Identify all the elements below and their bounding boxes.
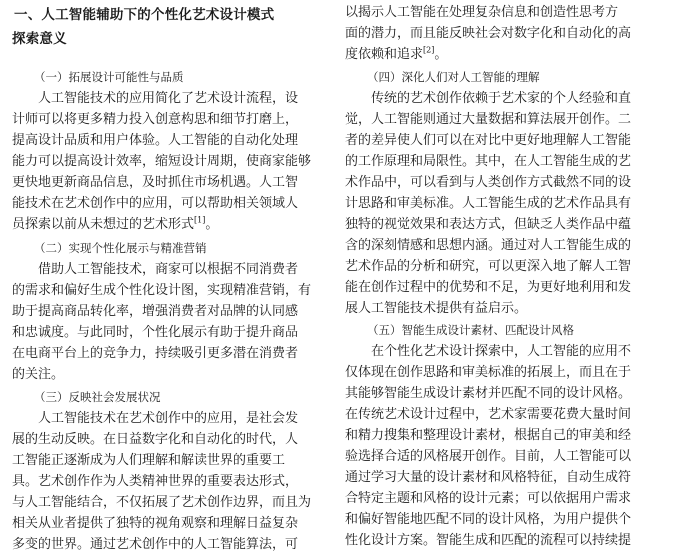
paragraph-line: 通过学习大量的设计素材和风格特征，自动生成符 [345, 470, 632, 485]
citation-marker: [2] [423, 46, 435, 55]
paragraph-line: 其能够智能生成设计素材并匹配不同的设计风格。 [345, 386, 632, 401]
paragraph-text: 度依赖和追求 [345, 47, 424, 62]
paragraph-line: 人工智能技术在艺术创作中的应用，是社会发 [38, 411, 299, 426]
paragraph-end: 。 [434, 47, 448, 62]
paragraph-line: 多变的世界。通过艺术创作中的人工智能算法，可 [12, 537, 299, 552]
paragraph-line: 仅体现在创作思路和审美标准的拓展上，而且在于 [345, 365, 632, 380]
paragraph-line: 传统的艺术创作依赖于艺术家的个人经验和直 [371, 91, 632, 106]
paragraph-line: 工智能正逐渐成为人们理解和解读世界的重要工 [12, 453, 286, 468]
paragraph-line: 术作品中，可以看到与人类创作方式截然不同的设 [345, 175, 632, 190]
paragraph-end: 。 [205, 217, 219, 232]
paragraph-line: 更快地更新商品信息，及时抓住市场机遇。人工智 [12, 175, 299, 190]
paragraph-line: 在个性化艺术设计探索中，人工智能的应用不 [371, 344, 632, 359]
paragraph-line: 觉，人工智能则通过大量数据和算法展开创作。二 [345, 112, 632, 127]
subsection-heading-3: （三）反映社会发展状况 [34, 390, 161, 404]
paragraph-line: 的工作原理和局限性。其中，在人工智能生成的艺 [345, 154, 632, 169]
paragraph-line: 和忠诚度。与此同时，个性化展示有助于提升商品 [12, 325, 299, 340]
paragraph-line: 借助人工智能技术，商家可以根据不同消费者 [38, 262, 299, 277]
paragraph-line: 在传统艺术设计过程中，艺术家需要花费大量时间 [345, 407, 632, 422]
paragraph-line: 能在创作过程中的优势和不足，为更好地利用和发 [345, 280, 632, 295]
subsection-heading-4: （四）深化人们对人工智能的理解 [367, 70, 540, 84]
paragraph-line: 计师可以将更多精力投入创意构思和细节打磨上， [12, 112, 299, 127]
paragraph-line-with-citation [345, 46, 447, 64]
citation-marker: [1] [194, 216, 206, 225]
paragraph-line: 的关注。 [12, 367, 65, 382]
subsection-heading-2: （二）实现个性化展示与精准营销 [34, 241, 207, 255]
paragraph-line: 相关从业者提供了独特的视角观察和理解日益复杂 [12, 516, 299, 531]
paragraph-line: 具。艺术创作作为人类精神世界的重要表达形式， [12, 474, 299, 489]
paragraph-line: 验选择合适的风格展开创作。目前，人工智能可以 [345, 449, 632, 464]
paragraph-line: 在电商平台上的竞争力，持续吸引更多潜在消费者 [12, 346, 299, 361]
paragraph-line: 展人工智能技术提供有益启示。 [345, 301, 528, 316]
section-title-line-2: 探索意义 [12, 31, 67, 47]
paragraph-line: 独特的视觉效果和表达方式，但缺乏人类作品中蕴 [345, 217, 632, 232]
paragraph-line: 合特定主题和风格的设计元素；可以依据用户需求 [345, 491, 632, 506]
paragraph-line: 和精力搜集和整理设计素材，根据自己的审美和经 [345, 428, 632, 443]
paragraph-line: 人工智能技术的应用简化了艺术设计流程，设 [38, 91, 299, 106]
paragraph-line: 性化设计方案。智能生成和匹配的流程可以持续提 [345, 533, 632, 548]
paragraph-line: 能力可以提高设计效率，缩短设计周期，使商家能够 [12, 154, 312, 169]
paragraph-line: 与人工智能结合，不仅拓展了艺术创作边界，而且为 [12, 495, 312, 510]
paragraph-line: 含的深刻情感和思想内涵。通过对人工智能生成的 [345, 238, 632, 253]
paragraph-line: 计思路和审美标准。人工智能生成的艺术作品具有 [345, 196, 632, 211]
paragraph-line: 提高设计品质和用户体验。人工智能的自动化处理 [12, 133, 299, 148]
paragraph-line: 的需求和偏好生成个性化设计图，实现精准营销，有 [12, 283, 312, 298]
paragraph-line-with-citation [12, 216, 218, 234]
paragraph-line: 面的潜力，而且能反映社会对数字化和自动化的高 [345, 26, 632, 41]
paragraph-line: 和偏好智能地匹配不同的设计风格，为用户提供个 [345, 512, 632, 527]
paragraph-line: 以揭示人工智能在处理复杂信息和创造性思考方 [345, 5, 619, 20]
paragraph-text: 员探索以前从未想过的艺术形式 [12, 217, 195, 232]
section-title-line-1: 一、人工智能辅助下的个性化艺术设计模式 [14, 7, 275, 23]
paragraph-line: 助于提高商品转化率，增强消费者对品牌的认同感 [12, 304, 299, 319]
subsection-heading-1: （一）拓展设计可能性与品质 [34, 70, 184, 84]
paragraph-line: 展的生动反映。在日益数字化和自动化的时代，人 [12, 432, 299, 447]
paragraph-line: 艺术作品的分析和研究，可以更深入地了解人工智 [345, 259, 632, 274]
paragraph-line: 能技术在艺术创作中的应用，可以帮助相关领域人 [12, 196, 299, 211]
subsection-heading-5: （五）智能生成设计素材、匹配设计风格 [367, 323, 574, 337]
paragraph-line: 者的差异使人们可以在对比中更好地理解人工智能 [345, 133, 632, 148]
